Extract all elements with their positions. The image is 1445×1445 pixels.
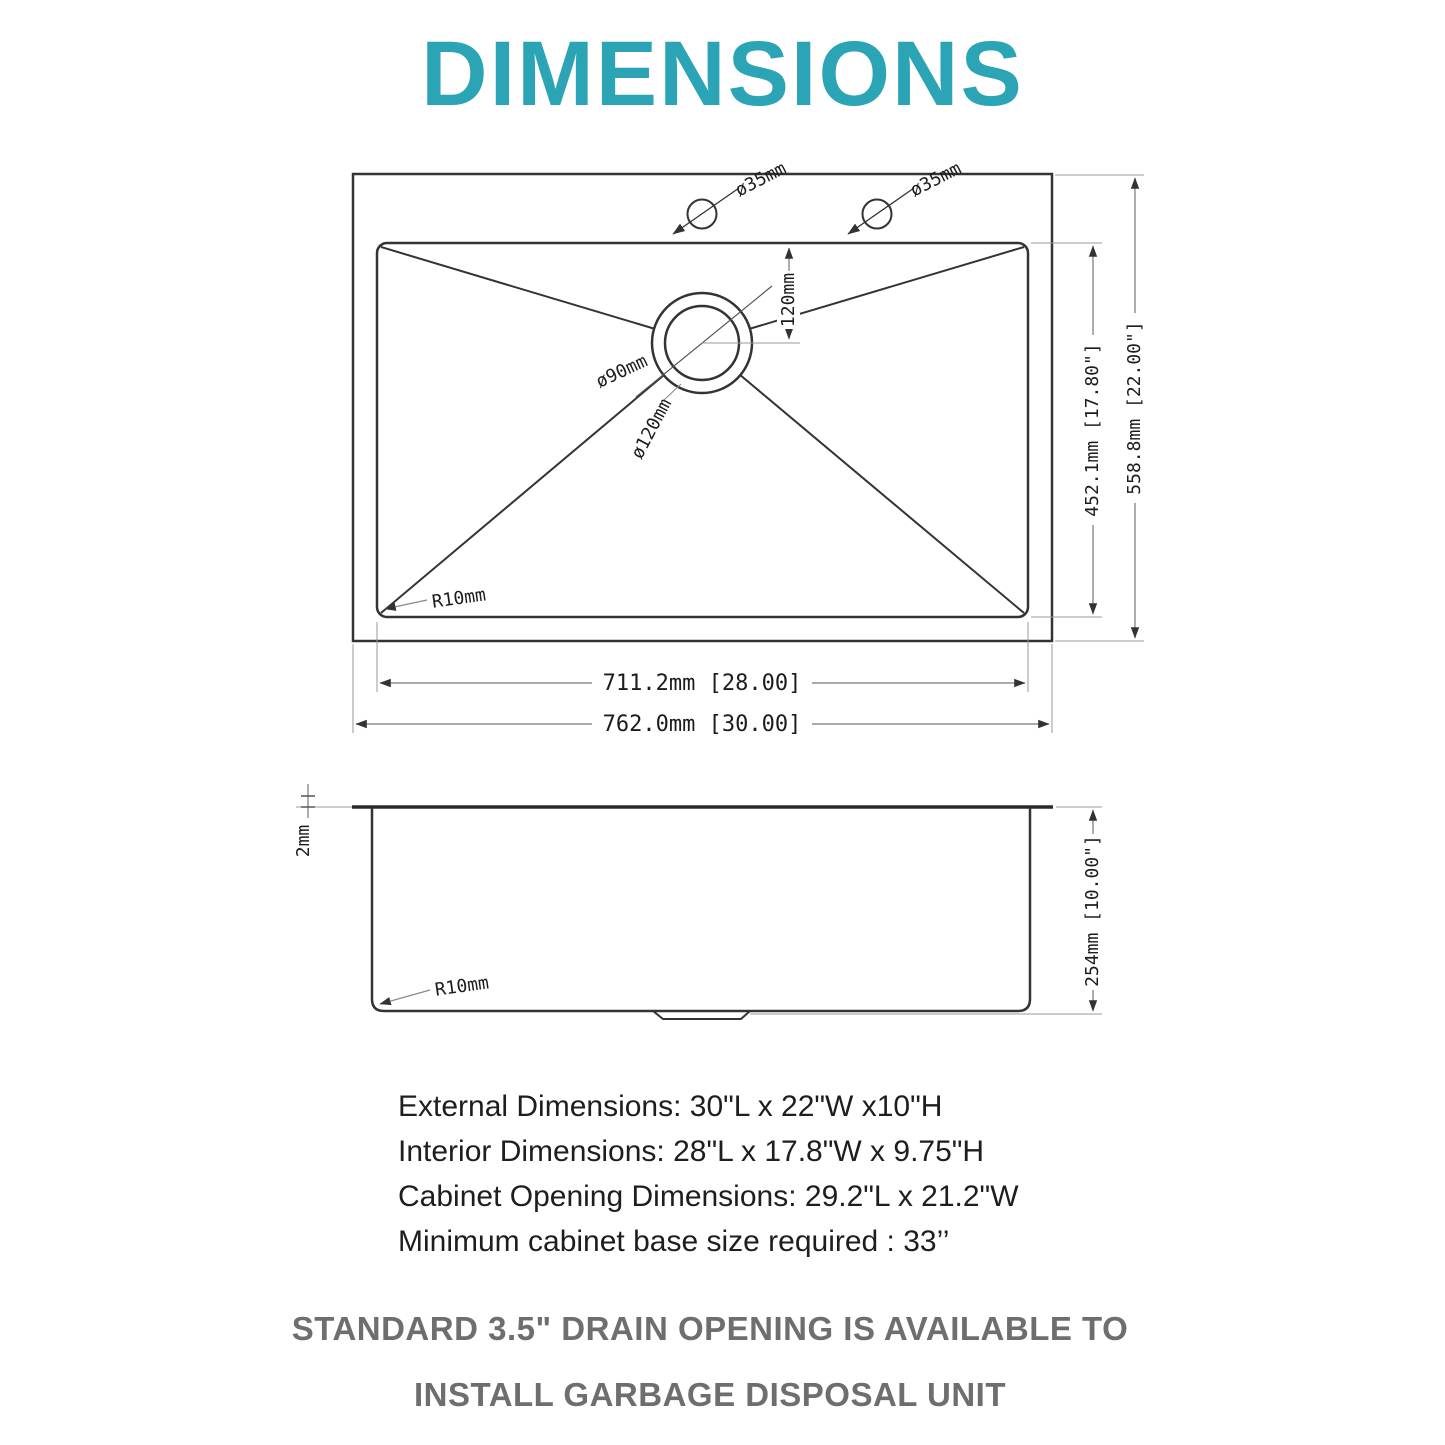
spec-text-block xyxy=(398,1084,1158,1264)
side-view xyxy=(293,784,1105,1019)
corner-radius-label: R10mm xyxy=(430,584,488,613)
page-title: DIMENSIONS xyxy=(421,23,1024,125)
rim-thickness-label: 2mm xyxy=(293,824,314,858)
side-corner-radius-label: R10mm xyxy=(433,972,491,1001)
drain-offset-label: 120mm xyxy=(778,272,799,328)
interior-width-label: 452.1mm [17.80"] xyxy=(1082,343,1103,517)
spec-line-external: External Dimensions: 30"L x 22"W x10"H xyxy=(398,1090,943,1123)
drain-crease-line xyxy=(381,343,702,613)
spec-line-cabinet-opening: Cabinet Opening Dimensions: 29.2"L x 21.2"W xyxy=(398,1180,1019,1213)
exterior-length-label: 762.0mm [30.00] xyxy=(602,712,802,737)
spec-line-min-cabinet: Minimum cabinet base size required : 33’’ xyxy=(398,1225,950,1258)
side-corner-radius-leader-line xyxy=(380,990,430,1004)
drain-outer-label: ø120mm xyxy=(627,395,677,463)
spec-line-interior: Interior Dimensions: 28"L x 17.8"W x 9.75"H xyxy=(398,1135,985,1168)
drain-inner-label: ø90mm xyxy=(592,350,651,393)
drain-outer-leader-line xyxy=(664,384,681,400)
exterior-width-label: 558.8mm [22.00"] xyxy=(1124,321,1145,495)
drain-crease-line xyxy=(702,343,1024,613)
side-height-label: 254mm [10.00"] xyxy=(1082,835,1103,987)
faucet-hole-right-label: ø35mm xyxy=(906,157,965,202)
interior-length-label: 711.2mm [28.00] xyxy=(602,671,802,696)
footer-note xyxy=(0,1296,1420,1428)
faucet-hole-left-label: ø35mm xyxy=(731,157,790,202)
footer-note-line1: STANDARD 3.5" DRAIN OPENING IS AVAILABLE TO xyxy=(291,1310,1129,1347)
footer-note-line2: INSTALL GARBAGE DISPOSAL UNIT xyxy=(413,1376,1007,1413)
top-view xyxy=(353,158,1147,740)
